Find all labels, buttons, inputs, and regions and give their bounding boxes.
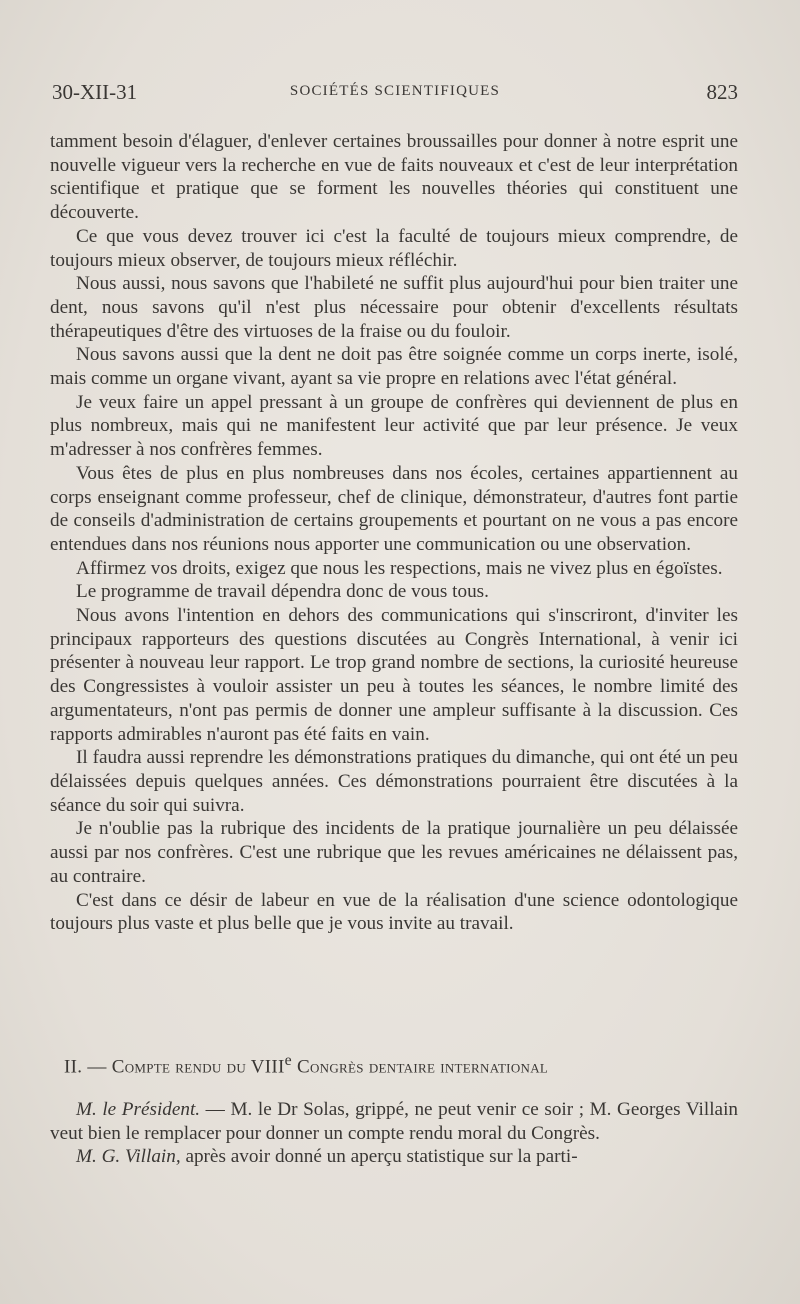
section-title-part2: Congrès dentaire international <box>297 1056 549 1078</box>
body-text <box>50 130 738 936</box>
minutes-paragraph <box>50 1098 738 1145</box>
speaker-name: M. le Président. <box>76 1099 201 1120</box>
running-header <box>52 80 738 110</box>
paragraph: tamment besoin d'élaguer, d'enlever certaines broussailles pour donner à notre esprit une nouvelle vigueur vers la recherche en vue de faits nouveaux et c'est de leur interprétation scientifique et pratique que se forment les nouvelles théories qui constituent une découverte. <box>50 131 738 224</box>
section-number: II. — <box>64 1056 107 1078</box>
speech-text: après avoir donné un aperçu statistique sur la parti- <box>180 1146 578 1168</box>
paragraph: Nous savons aussi que la dent ne doit pas être soignée comme un corps inerte, isolé, mais comme un organe vivant, ayant sa vie propre en relations avec l'état général. <box>50 344 738 390</box>
paragraph: Affirmez vos droits, exigez que nous les respections, mais ne vivez plus en égoïstes. <box>76 557 723 579</box>
speaker-name: M. G. Villain, <box>76 1146 181 1168</box>
paragraph: C'est dans ce désir de labeur en vue de la réalisation d'une science odontologique toujours plus vaste et plus belle que je vous invite au travail. <box>50 889 738 935</box>
paragraph: Je veux faire un appel pressant à un groupe de confrères qui deviennent de plus en plus nombreux, mais qui ne manifestent leur activité que par leur présence. Je veux m'adresser à nos confrères femmes. <box>50 391 738 461</box>
header-title: SOCIÉTÉS SCIENTIFIQUES <box>289 83 501 99</box>
paragraph: Vous êtes de plus en plus nombreuses dans nos écoles, certaines appartiennent au corps enseignant comme professeur, chef de clinique, démonstrateur, d'autres font partie de conseils d'administration de certains groupements et pourtant on ne vous a pas encore entendues dans nos réunions nous apporter une communication ou une observation. <box>50 462 738 555</box>
header-date: 30-XII-31 <box>52 80 138 104</box>
paragraph: Je n'oublie pas la rubrique des incidents de la pratique journalière un peu délaissée aussi par nos confrères. C'est une rubrique que les revues américaines ne délaissent pas, au contraire. <box>50 818 738 887</box>
section-heading <box>64 1052 738 1078</box>
speech-text: — M. le Dr Solas, grippé, ne peut venir ce soir ; M. Georges Villain veut bien le remplacer pour donner un compte rendu moral du Congrès. <box>50 1099 738 1144</box>
minutes-text <box>50 1098 738 1169</box>
paragraph: Le programme de travail dépendra donc de vous tous. <box>76 581 489 603</box>
section-title-part1: Compte rendu du VIII <box>111 1056 285 1078</box>
paragraph: Nous avons l'intention en dehors des communications qui s'inscriront, d'inviter les principaux rapporteurs des questions discutées au Congrès International, à venir ici présenter à nouveau leur rapport. Le trop grand nombre de sections, la curiosité heureuse des Congressistes à vouloir assister un peu à toutes les séances, le nombre limité des argumentateurs, n'ont pas permis de donner une ampleur suffisante à la discussion. Ces rapports admirables n'auront pas été faits en vain. <box>50 605 738 745</box>
paragraph: Ce que vous devez trouver ici c'est la faculté de toujours mieux comprendre, de toujours mieux observer, de toujours mieux réfléchir. <box>50 225 738 271</box>
paragraph: Nous aussi, nous savons que l'habileté ne suffit plus aujourd'hui pour bien traiter une dent, nous savons qu'il n'est plus nécessaire pour obtenir d'excellents résultats thérapeutiques d'être des virtuoses de la fraise ou du fouloir. <box>50 273 738 342</box>
page-number: 823 <box>706 80 738 104</box>
minutes-paragraph <box>50 1145 738 1169</box>
section-title-superscript: e <box>284 1052 292 1069</box>
paragraph: Il faudra aussi reprendre les démonstrations pratiques du dimanche, qui ont été un peu délaissées depuis quelques années. Ces démonstrations pourraient être discutées à la séance du soir qui suivra. <box>50 747 738 816</box>
